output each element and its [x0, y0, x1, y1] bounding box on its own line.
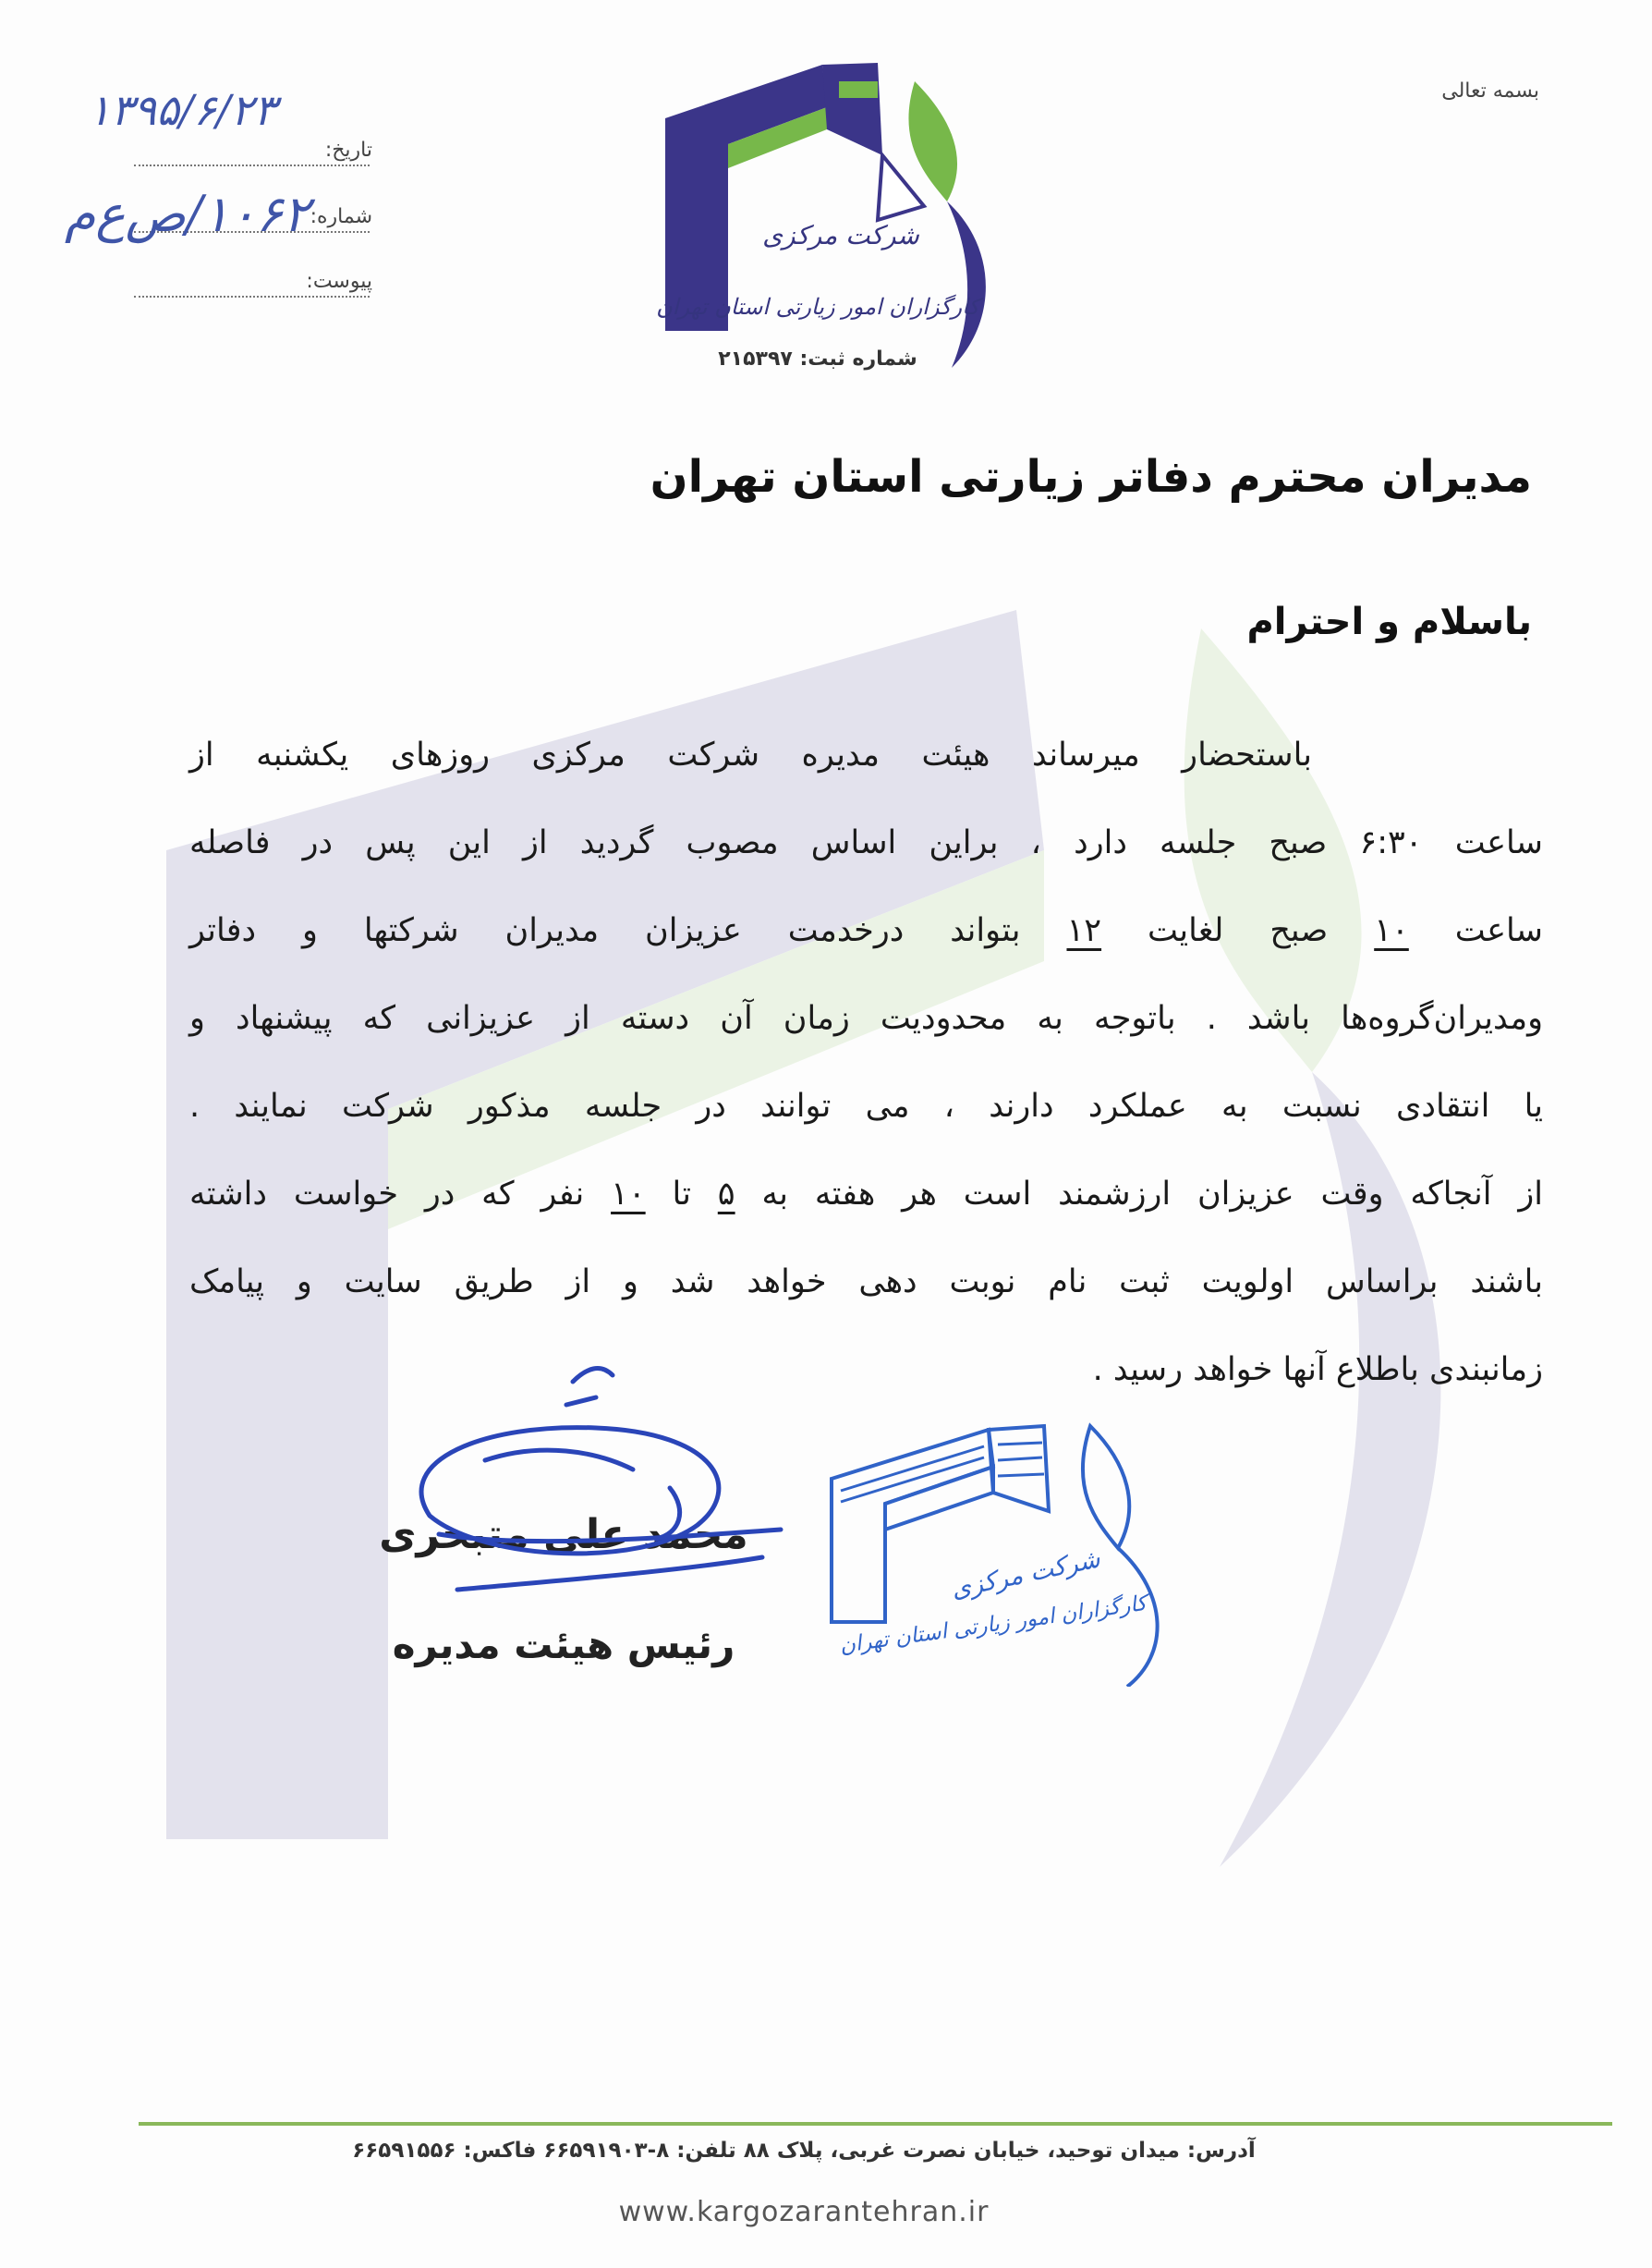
- date-label: تاریخ:: [324, 139, 372, 162]
- date-handwritten: ۱۳۹۵/۶/۲۳: [88, 85, 276, 135]
- body-line: باشند براساس اولویت ثبت نام نوبت دهی خواهد شد و از طریق سایت و پیامک: [189, 1263, 1543, 1300]
- addressee-heading: مدیران محترم دفاتر زیارتی استان تهران: [650, 451, 1532, 503]
- body-line: از آنجاکه وقت عزیزان ارزشمند است هر هفته به ۵ تا ۱۰ نفر که در خواست داشته: [189, 1176, 1543, 1213]
- body-line: ومدیران‌گروه‌ها باشد . باتوجه به محدودیت زمان آن دسته از عزیزانی که پیشنهاد و: [189, 1000, 1543, 1037]
- signature-scribble-icon: [374, 1349, 799, 1627]
- stamp-company-name: شرکت مرکزی: [948, 1544, 1103, 1604]
- bismillah: بسمه تعالی: [1441, 79, 1539, 103]
- stamp-company-subtitle: کارگزاران امور زیارتی استان تهران: [838, 1591, 1148, 1659]
- max-people: ۱۰: [611, 1176, 646, 1213]
- logo-company-subtitle: کارگزاران امور زیارتی استان تهران: [656, 294, 979, 320]
- body-line: باستحضار میرساند هیئت مدیره شرکت مرکزی روزهای یکشنبه از: [189, 737, 1312, 774]
- date-dotted-line: [134, 163, 370, 166]
- body-line: زمانبندی باطلاع آنها خواهد رسید .: [1092, 1351, 1543, 1388]
- registration-number: شماره ثبت: ۲۱۵۳۹۷: [718, 348, 917, 371]
- number-label: شماره:: [310, 205, 372, 228]
- signatory-name: محمد علی متبحری: [379, 1511, 748, 1558]
- signatory-title: رئیس هیئت مدیره: [392, 1622, 735, 1667]
- body-line: ساعت ۶:۳۰ صبح جلسه دارد ، براین اساس مصوب گردید از این پس در فاصله: [189, 824, 1544, 861]
- footer-address: آدرس: میدان توحید، خیابان نصرت غربی، پلاک ۸۸ تلفن: ۸-۶۶۵۹۱۹۰۳ فاکس: ۶۶۵۹۱۵۵۶: [352, 2139, 1256, 2163]
- body-line: ساعت ۱۰ صبح لغایت ۱۲ بتواند درخدمت عزیزان مدیران شرکتها و دفاتر: [189, 912, 1544, 949]
- number-handwritten: ۱۰۶۲/ص‌ع‌م: [65, 185, 310, 243]
- logo-company-name: شرکت مرکزی: [762, 220, 919, 250]
- body-line: یا انتقادی نسبت به عملکرد دارند ، می توانند در جلسه مذکور شرکت نمایند .: [189, 1088, 1543, 1125]
- letter-body: [189, 712, 1543, 1414]
- start-hour: ۱۰: [1374, 912, 1409, 949]
- footer-divider: [139, 2122, 1612, 2126]
- salutation: باسلام و احترام: [1246, 601, 1532, 643]
- end-hour: ۱۲: [1066, 912, 1102, 949]
- attachment-label: پیوست:: [306, 270, 372, 293]
- footer-website[interactable]: www.kargozarantehran.ir: [618, 2196, 990, 2228]
- attachment-dotted-line: [134, 294, 370, 298]
- min-people: ۵: [717, 1176, 735, 1213]
